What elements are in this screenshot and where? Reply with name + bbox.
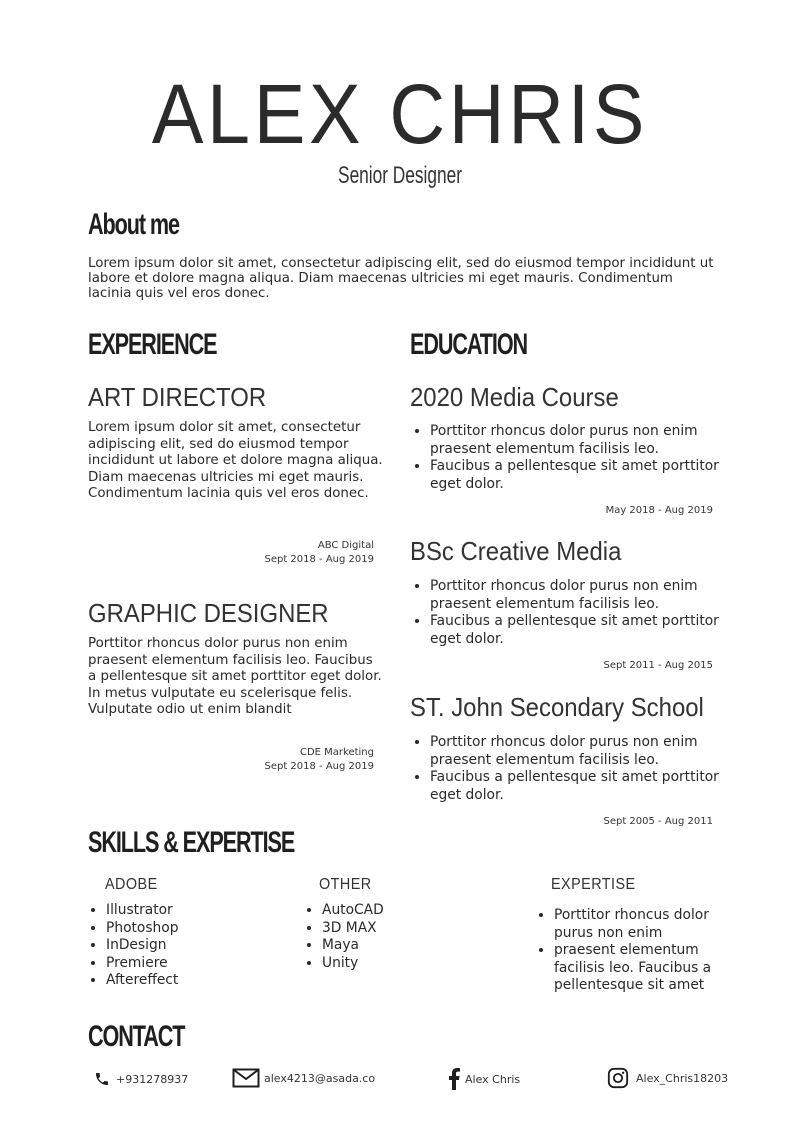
list-item: • AutoCAD (322, 902, 522, 920)
experience-description: Porttitor rhoncus dolor purus non enim praesent elementum facilisis leo. Faucibus a pellentesque sit amet porttitor eget dolor. In metus vulputate eu scelerisque felis. Vulputate odio ut enim blandit (88, 636, 382, 717)
contact-instagram[interactable] (607, 1067, 728, 1089)
contact-email[interactable] (232, 1068, 375, 1088)
about-heading: About me (88, 208, 179, 241)
list-item: • Porttitor rhoncus dolor purus non enim praesent elementum facilisis leo. (430, 578, 740, 613)
list-item: • Illustrator (106, 902, 306, 920)
list-item: • Aftereffect (106, 972, 306, 990)
facebook-name: Alex Chris (465, 1072, 521, 1086)
education-bullets (410, 734, 740, 804)
contact-phone[interactable] (94, 1070, 188, 1088)
experience-meta (200, 746, 374, 774)
experience-description: Lorem ipsum dolor sit amet, consectetur adipiscing elit, sed do eiusmod tempor incididunt ut labore et dolore magna aliqua. Diam maecenas ultricies mi eget mauris. Condimentum lacinia quis vel eros donec. (88, 420, 383, 501)
list-item: • 3D MAX (322, 920, 522, 938)
education-title: BSc Creative Media (410, 536, 622, 566)
skills-heading: SKILLS & EXPERTISE (88, 826, 295, 859)
list-item: • Faucibus a pellentesque sit amet porttitor eget dolor. (430, 458, 740, 493)
list-item: • Unity (322, 955, 522, 973)
mail-icon (232, 1068, 260, 1088)
skills-adobe-heading: ADOBE (105, 876, 158, 893)
education-bullets (410, 423, 740, 493)
list-item: • Porttitor rhoncus dolor purus non enim praesent elementum facilisis leo. (430, 734, 740, 769)
experience-role: ART DIRECTOR (88, 382, 267, 412)
phone-icon (94, 1070, 110, 1088)
instagram-icon (607, 1067, 629, 1089)
list-item: • Maya (322, 937, 522, 955)
experience-heading: EXPERIENCE (88, 328, 217, 361)
education-title: ST. John Secondary School (410, 692, 704, 722)
resume-title: Senior Designer (338, 162, 462, 189)
experience-meta (200, 539, 374, 567)
skills-expertise-heading: EXPERTISE (551, 876, 636, 893)
instagram-handle: Alex_Chris18203 (636, 1071, 729, 1085)
experience-company: CDE Marketing (299, 747, 374, 758)
list-item: • Porttitor rhoncus dolor purus non enim praesent elementum facilisis leo. (430, 423, 740, 458)
education-dates: Sept 2005 - Aug 2011 (603, 816, 713, 827)
contact-heading: CONTACT (88, 1020, 185, 1053)
experience-role: GRAPHIC DESIGNER (88, 598, 329, 628)
phone-number: +931278937 (116, 1072, 189, 1086)
list-item: • praesent elementum facilisis leo. Faucibus a pellentesque sit amet (554, 942, 744, 995)
list-item: • Faucibus a pellentesque sit amet porttitor eget dolor. (430, 613, 740, 648)
education-dates: May 2018 - Aug 2019 (605, 505, 713, 516)
resume-name: ALEX CHRIS (151, 67, 649, 161)
education-dates: Sept 2011 - Aug 2015 (603, 660, 713, 671)
skills-other-list (302, 902, 522, 972)
list-item: • InDesign (106, 937, 306, 955)
list-item: • Porttitor rhoncus dolor purus non enim (554, 907, 744, 942)
facebook-icon (448, 1068, 460, 1090)
skills-expertise-list (534, 907, 744, 995)
education-title: 2020 Media Course (410, 382, 619, 412)
list-item: • Photoshop (106, 920, 306, 938)
email-address: alex4213@asada.co (264, 1071, 376, 1085)
education-heading: EDUCATION (410, 328, 528, 361)
list-item: • Premiere (106, 955, 306, 973)
experience-dates: Sept 2018 - Aug 2019 (264, 554, 374, 565)
skills-adobe-list (86, 902, 306, 990)
education-bullets (410, 578, 740, 648)
skills-other-heading: OTHER (319, 876, 372, 893)
about-text: Lorem ipsum dolor sit amet, consectetur adipiscing elit, sed do eiusmod tempor incididunt ut labore et dolore magna aliqua. Diam maecenas ultricies mi eget mauris. Condimentum lacinia quis vel eros donec. (88, 256, 714, 301)
list-item: • Faucibus a pellentesque sit amet porttitor eget dolor. (430, 769, 740, 804)
experience-company: ABC Digital (317, 540, 374, 551)
contact-facebook[interactable] (448, 1068, 520, 1090)
experience-dates: Sept 2018 - Aug 2019 (264, 761, 374, 772)
